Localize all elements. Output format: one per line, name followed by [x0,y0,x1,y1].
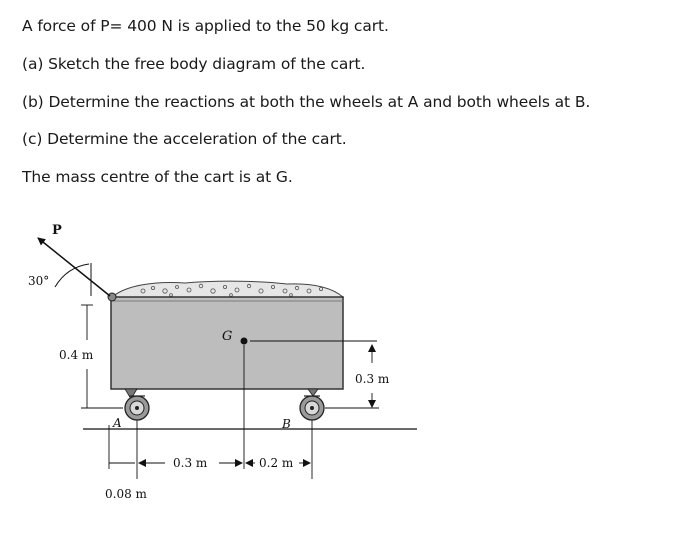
problem-line-intro: A force of P= 400 N is applied to the 50 kg cart. [22,17,389,35]
cart-figure [25,197,426,524]
handle-pivot [108,293,116,301]
label-dist-a-g: 0.3 m [173,456,208,470]
label-height-g: 0.3 m [355,372,390,386]
problem-line-mass-centre: The mass centre of the cart is at G. [22,168,293,186]
label-dist-g-b: 0.2 m [259,456,294,470]
problem-line-a: (a) Sketch the free body diagram of the cart. [22,55,366,73]
label-angle: 30° [28,274,50,288]
wheel-b [300,389,324,420]
problem-line-c: (c) Determine the acceleration of the cart. [22,130,347,148]
label-height-handle: 0.4 m [59,348,94,362]
label-point-a: A [113,416,122,430]
wheel-a [125,389,149,420]
problem-line-b: (b) Determine the reactions at both the wheels at A and both wheels at B. [22,93,591,111]
label-point-g: G [222,329,233,344]
point-g-marker [241,338,248,345]
label-force-p: P [52,223,62,238]
label-dist-a-offset: 0.08 m [105,487,147,501]
cart-diagram [25,197,426,524]
label-point-b: B [282,417,291,431]
